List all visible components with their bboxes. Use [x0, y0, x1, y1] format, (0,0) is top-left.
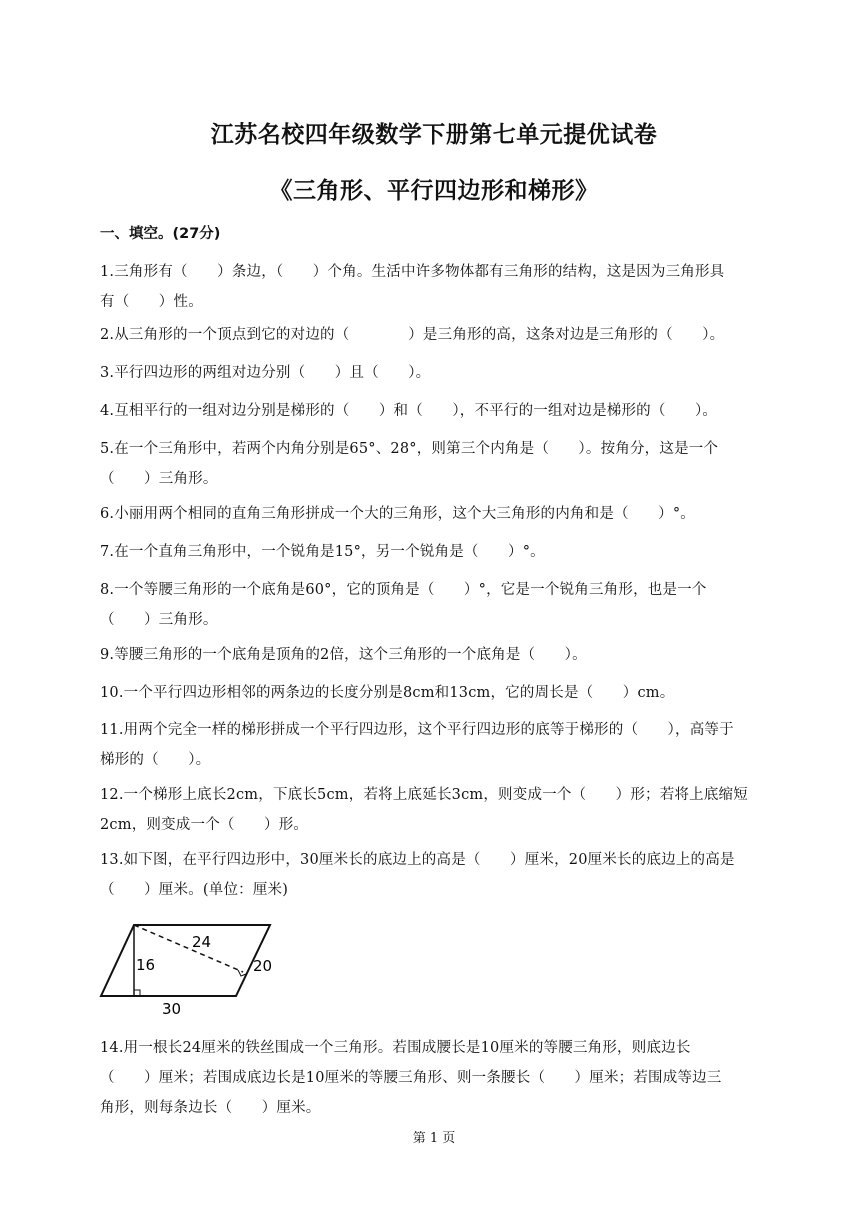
question-12: 12.一个梯形上底长2cm，下底长5cm，若将上底延长3cm，则变成一个（ ）形；若将上底缩短 2cm，则变成一个（ ）形。 — [100, 787, 748, 833]
question-11: 11.用两个完全一样的梯形拼成一个平行四边形，这个平行四边形的底等于梯形的（ ），高等于 梯形的（ ）。 — [100, 722, 734, 768]
question-5: 5.在一个三角形中，若两个内角分别是65°、28°，则第三个内角是（ ）。按角分，这是一个 （ ）三角形。 — [100, 441, 719, 487]
section-heading: 一、填空。(27分) — [100, 226, 221, 242]
question-14: 14.用一根长24厘米的铁丝围成一个三角形。若围成腰长是10厘米的等腰三角形，则底边长 （ ）厘米；若围成底边长是10厘米的等腰三角形、则一条腰长（ ）厘米；若围成等边三 角形，则每条边长（ ）厘米。 — [100, 1040, 722, 1116]
label-16: 16 — [136, 956, 156, 974]
question-10: 10.一个平行四边形相邻的两条边的长度分别是8cm和13cm，它的周长是（ ）cm。 — [100, 685, 675, 701]
question-1: 1.三角形有（ ）条边，（ ）个角。生活中许多物体都有三角形的结构，这是因为三角形具 有（ ）性。 — [100, 264, 725, 310]
question-9: 9.等腰三角形的一个底角是顶角的2倍，这个三角形的一个底角是（ ）。 — [100, 647, 587, 663]
page-number: 第 1 页 — [412, 1131, 456, 1146]
question-8: 8.一个等腰三角形的一个底角是60°，它的顶角是（ ）°，它是一个锐角三角形，也是一个 （ ）三角形。 — [100, 582, 707, 628]
page-subtitle: 《三角形、平行四边形和梯形》 — [269, 177, 599, 204]
question-6: 6.小丽用两个相同的直角三角形拼成一个大的三角形，这个大三角形的内角和是（ ）°。 — [100, 506, 695, 522]
question-2: 2.从三角形的一个顶点到它的对边的（ ）是三角形的高，这条对边是三角形的（ ）。 — [100, 327, 725, 343]
parallelogram-shape — [101, 925, 273, 996]
question-7: 7.在一个直角三角形中，一个锐角是15°，另一个锐角是（ ）°。 — [100, 544, 545, 560]
label-30: 30 — [162, 1000, 182, 1018]
label-24: 24 — [192, 933, 212, 951]
question-4: 4.互相平行的一组对边分别是梯形的（ ）和（ ），不平行的一组对边是梯形的（ ）。 — [100, 403, 718, 419]
parallelogram-figure — [96, 918, 286, 1018]
question-3: 3.平行四边形的两组对边分别（ ）且（ ）。 — [100, 365, 431, 381]
question-13: 13.如下图，在平行四边形中，30厘米长的底边上的高是（ ）厘米，20厘米长的底边上的高是 （ ）厘米。(单位：厘米) — [100, 852, 735, 898]
page-title: 江苏名校四年级数学下册第七单元提优试卷 — [210, 121, 658, 148]
label-20: 20 — [253, 957, 273, 975]
